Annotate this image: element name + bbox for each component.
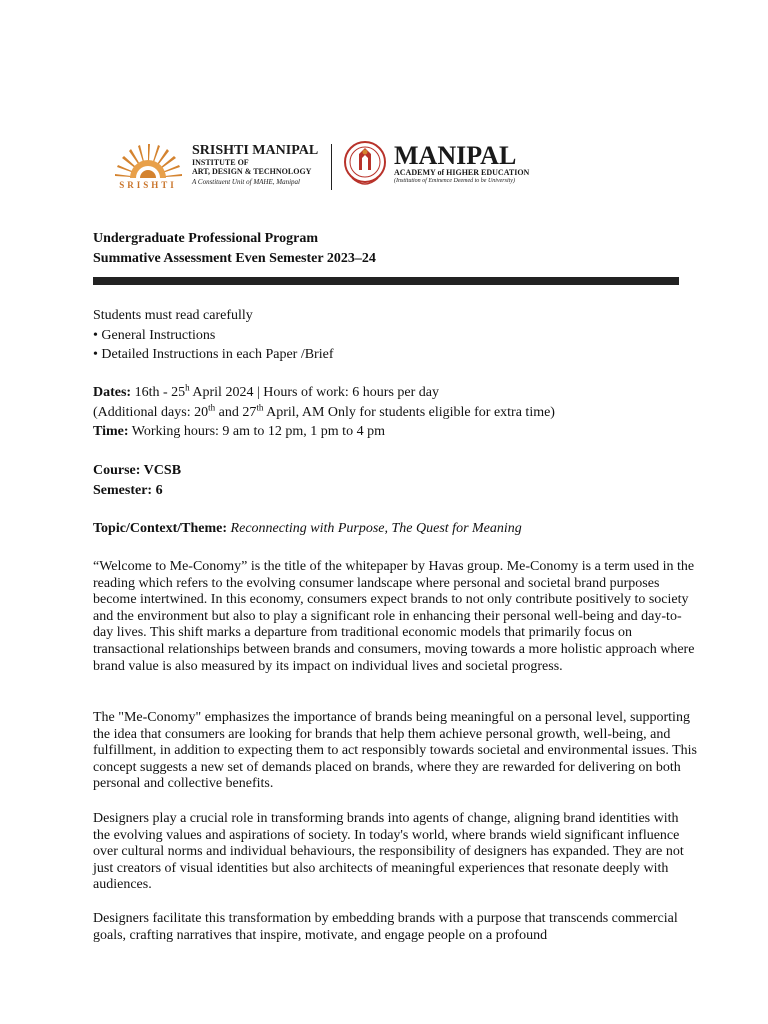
document-header	[93, 229, 693, 269]
srishti-unit: A Constituent Unit of MAHE, Manipal	[192, 178, 300, 186]
dates-label: Dates:	[93, 385, 132, 400]
dates-start: 16th - 25	[134, 385, 186, 400]
topic-value: Reconnecting with Purpose, The Quest for Meaning	[230, 521, 522, 536]
srishti-line2: ART, DESIGN & TECHNOLOGY	[192, 167, 312, 176]
dates-block	[93, 383, 698, 442]
dates-rest: April 2024 | Hours of work: 6 hours per day	[189, 385, 439, 400]
manipal-name: MANIPAL	[394, 141, 517, 170]
paragraph-1: “Welcome to Me-Conomy” is the title of the whitepaper by Havas group. Me-Conomy is a term used in the reading which refers to the evolving consumer landscape where personal and societal brand purposes become intertwined. In this economy, consumers expect brands to not only contribute positively to society and the environment but also to play a significant role in enhancing their personal well-being and day-to-day lives. This shift marks a departure from traditional economic models that primarily focus on transactional relationships between brands and consumers, moving towards a more holistic approach where brand value is also measured by its impact on individual lives and societal progress.	[93, 559, 695, 674]
program-title: Undergraduate Professional Program	[93, 231, 319, 246]
time-value: Working hours: 9 am to 12 pm, 1 pm to 4 pm	[128, 424, 385, 439]
time-line	[93, 422, 698, 442]
header-rule	[93, 277, 679, 285]
additional-days-sup1: th	[208, 401, 216, 412]
srishti-wordmark: SRISHTI	[119, 180, 177, 190]
additional-days-c: April, AM Only for students eligible for extra time)	[263, 404, 555, 420]
manipal-seal-icon	[342, 140, 388, 192]
instructions-block	[93, 306, 698, 365]
paragraph-4: Designers facilitate this transformation by embedding brands with a purpose that transcends commercial goals, crafting narratives that inspire, motivate, and engage people on a profound	[93, 911, 678, 943]
manipal-sub: ACADEMY of HIGHER EDUCATION	[394, 168, 530, 177]
assessment-title: Summative Assessment Even Semester 2023–24	[93, 251, 376, 266]
additional-days-b: and 27	[215, 404, 257, 420]
course-block	[93, 461, 698, 500]
paragraph-3: Designers play a crucial role in transforming brands into agents of change, aligning brand identities with the evolving values and aspirations of society. In today's world, where brands wield significant influence over cultural norms and individual behaviours, the responsibility of designers has expanded. They are not just creators of visual identities but also architects of meaningful experiences that resonate deeply with audiences.	[93, 811, 684, 893]
institution-logos	[112, 138, 542, 200]
srishti-logo-text	[192, 144, 332, 187]
additional-days-sup2: th	[256, 401, 264, 412]
topic-line	[93, 519, 698, 539]
instructions-item-general: • General Instructions	[93, 327, 216, 343]
semester-label: Semester: 6	[93, 482, 163, 498]
dates-line	[93, 383, 698, 403]
logo-divider	[331, 144, 332, 190]
additional-days-line	[93, 403, 698, 423]
topic-label: Topic/Context/Theme:	[93, 521, 228, 536]
dates-end-sup: h	[185, 382, 190, 393]
paragraph-2: The "Me-Conomy" emphasizes the importance of brands being meaningful on a personal level, supporting the idea that consumers are looking for brands that help them achieve personal growth, well-being, and fulfillment, in addition to expecting them to act responsibly towards societal and environmental issues. This concept suggests a new set of demands placed on brands, where they are rewarded for delivering on both personal and collective benefits.	[93, 710, 697, 792]
topic-block	[93, 519, 698, 539]
manipal-logo-text	[394, 141, 554, 186]
course-label: Course: VCSB	[93, 463, 182, 478]
time-label: Time:	[93, 424, 129, 439]
instructions-intro: Students must read carefully	[93, 308, 253, 323]
srishti-line1: INSTITUTE OF	[192, 158, 249, 167]
manipal-tag: (Institution of Eminence Deemed to be University)	[394, 178, 515, 184]
srishti-name: SRISHTI MANIPAL	[192, 143, 319, 158]
instructions-item-detailed: • Detailed Instructions in each Paper /Brief	[93, 347, 334, 362]
additional-days-a: (Additional days: 20	[93, 404, 209, 420]
